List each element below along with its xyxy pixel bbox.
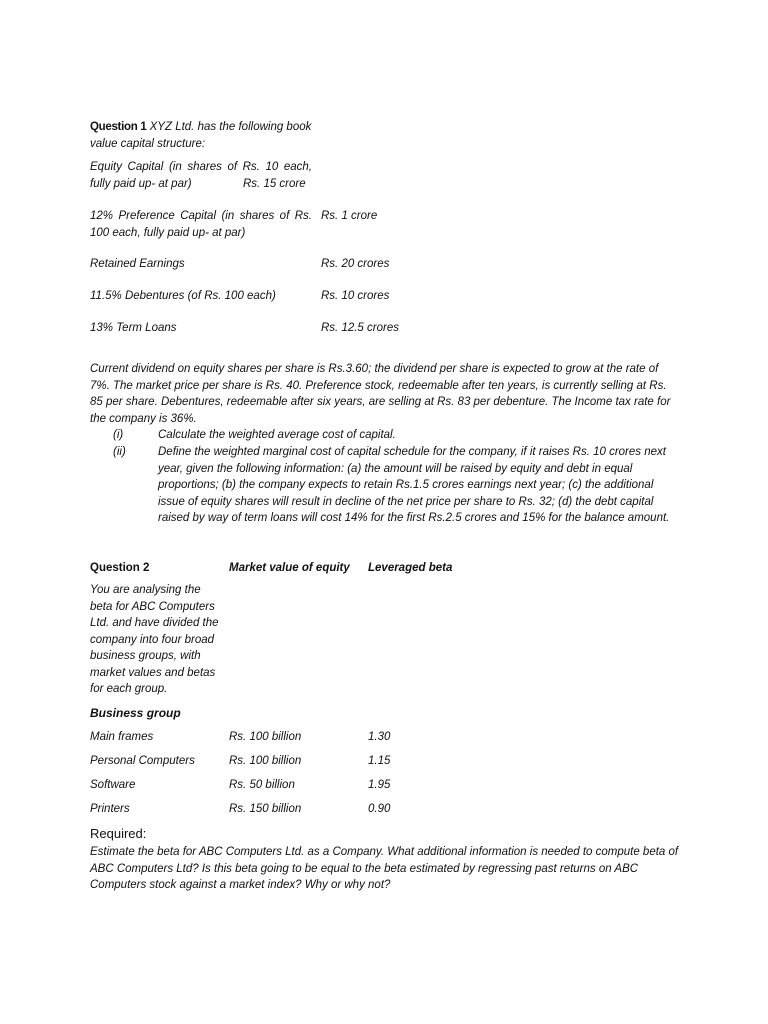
debentures-value: Rs. 10 crores: [321, 290, 390, 302]
term-loans-value: Rs. 12.5 crores: [321, 322, 399, 334]
retained-earnings-value: Rs. 20 crores: [321, 258, 390, 270]
term-loans-label: 13% Term Loans: [90, 322, 177, 334]
table-row-name: Personal Computers: [90, 755, 195, 767]
table-row-beta: 1.30: [368, 731, 391, 743]
preference-capital-value: Rs. 1 crore: [321, 210, 378, 222]
leveraged-beta-column-header: Leveraged beta: [368, 562, 453, 574]
required-label: Required:: [90, 826, 147, 841]
table-row-name: Software: [90, 779, 136, 791]
table-row-market-value: Rs. 100 billion: [229, 731, 302, 743]
question1-label: Question 1: [90, 121, 147, 133]
debentures-label: 11.5% Debentures (of Rs. 100 each): [90, 290, 276, 302]
table-row-beta: 1.95: [368, 779, 391, 791]
retained-earnings-label: Retained Earnings: [90, 258, 185, 270]
table-row-name: Printers: [90, 803, 130, 815]
business-group-heading: Business group: [90, 706, 181, 720]
table-row-market-value: Rs. 100 billion: [229, 755, 302, 767]
table-row-market-value: Rs. 150 billion: [229, 803, 302, 815]
item-ii-number: (ii): [113, 446, 126, 458]
item-ii-text: Define the weighted marginal cost of capital schedule for the company, if it raises Rs. 10 crores next year, given the following information: (a) the amount will be raised by equity and debt in equal proportions; (b) the company expects to retain Rs.1.5 crores earnings next year; (c) the additional issue of equity shares will result in decline of the net price per share to Rs. 32; (d) the debt capital raised by way of term loans will cost 14% for the first Rs.2.5 crores and 15% for the balance amount.: [158, 446, 670, 524]
question1-intro: XYZ Ltd. has the following book value capital structure:: [90, 121, 312, 150]
preference-capital-label: 12% Preference Capital (in shares of Rs. 100 each, fully paid up- at par): [90, 210, 312, 239]
market-value-column-header: Market value of equity: [229, 562, 350, 574]
required-text: Estimate the beta for ABC Computers Ltd. as a Company. What additional information is needed to compute beta of ABC Computers Ltd? Is this beta going to be equal to the beta estimated by regressing past returns on ABC Computers stock against a market index? Why or why not?: [90, 846, 679, 891]
equity-capital-label: Equity Capital (in shares of Rs. 10 each, fully paid up- at par): [90, 161, 312, 190]
question2-intro: You are analysing the beta for ABC Computers Ltd. and have divided the company into four broad business groups, with market values and betas for each group.: [90, 584, 219, 695]
table-row-market-value: Rs. 50 billion: [229, 779, 295, 791]
table-row-name: Main frames: [90, 731, 154, 743]
question2-label: Question 2: [90, 562, 150, 574]
item-i-number: (i): [113, 429, 124, 441]
question1-paragraph: Current dividend on equity shares per share is Rs.3.60; the dividend per share is expected to grow at the rate of 7%. The market price per share is Rs. 40. Preference stock, redeemable after ten years, is currently selling at Rs. 85 per share. Debentures, redeemable after six years, are selling at Rs. 83 per debenture. The Income tax rate for the company is 36%.: [90, 363, 671, 425]
table-row-beta: 1.15: [368, 755, 391, 767]
question1-heading: [90, 119, 330, 152]
item-i-text: Calculate the weighted average cost of capital.: [158, 429, 396, 441]
table-row-beta: 0.90: [368, 803, 391, 815]
equity-capital-value: Rs. 15 crore: [243, 178, 306, 190]
